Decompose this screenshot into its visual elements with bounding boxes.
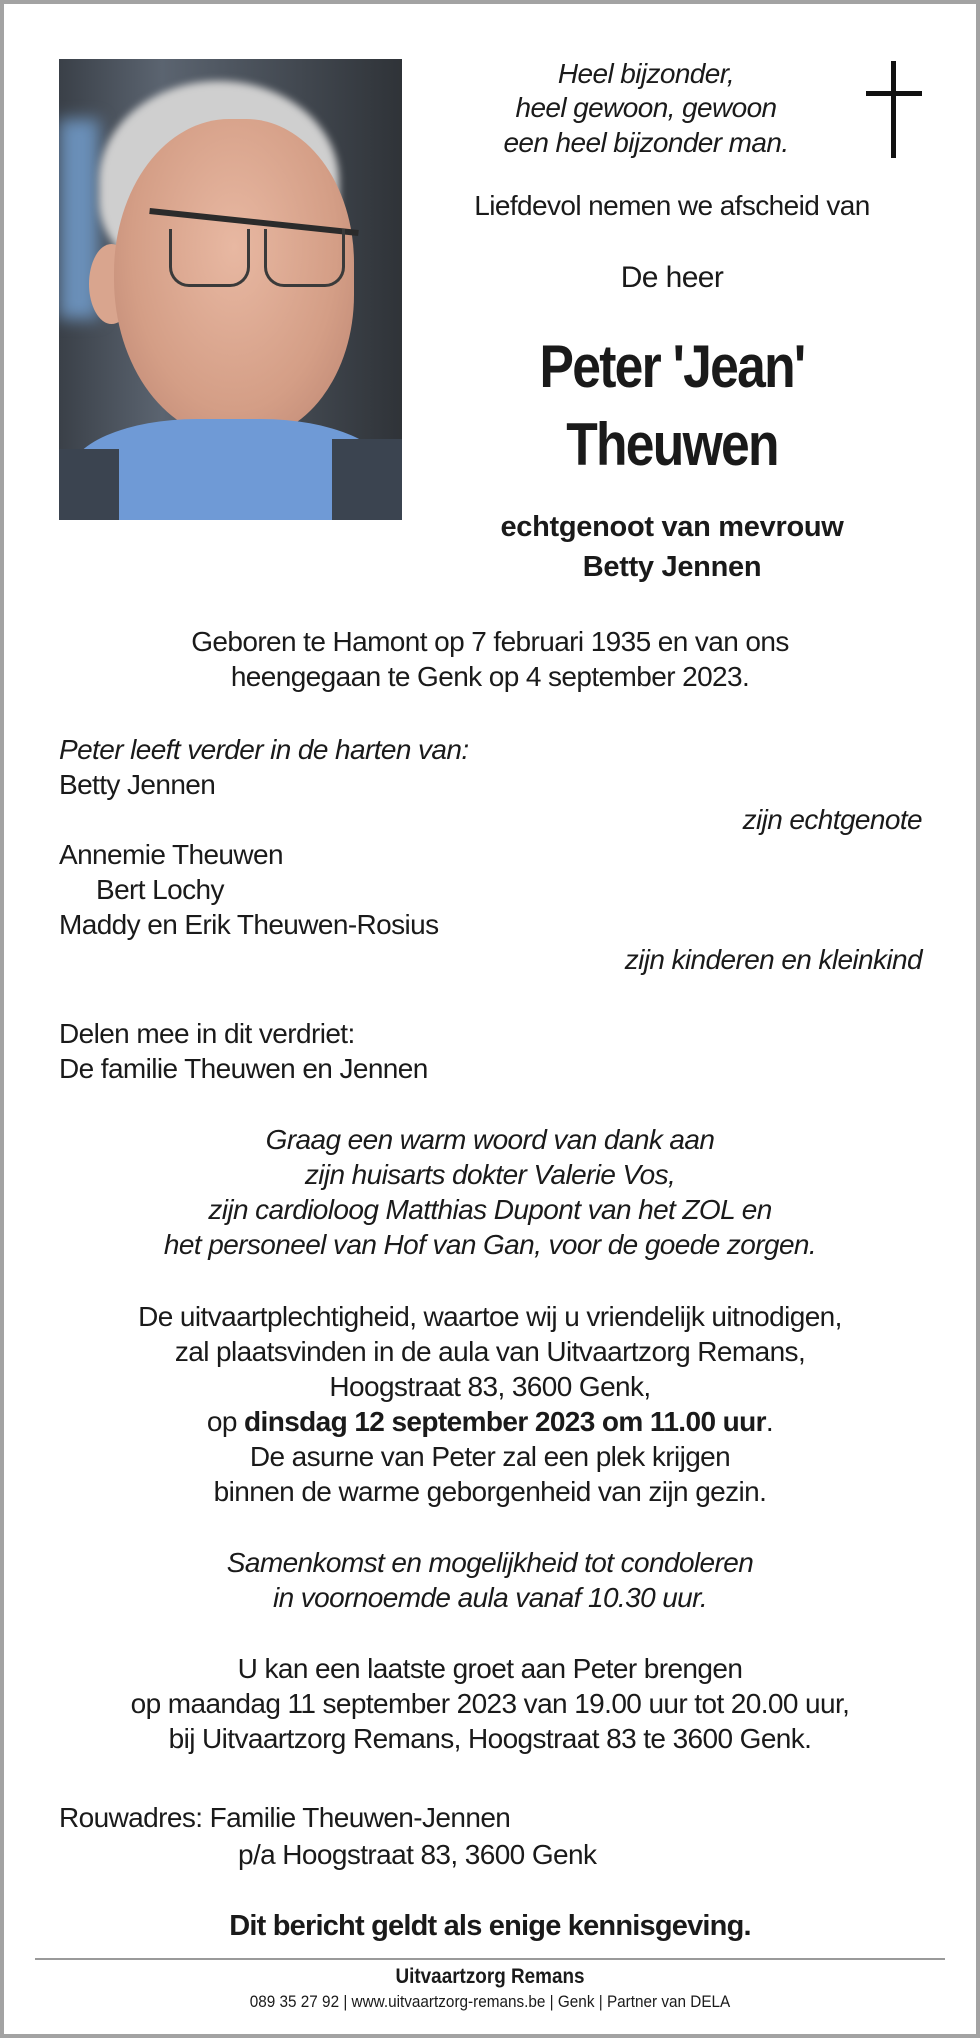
survivor-role: zijn kinderen en kleinkind <box>624 944 922 975</box>
ceremony <box>40 1299 940 1509</box>
thanks <box>40 1122 940 1262</box>
sharing <box>59 1016 922 1086</box>
date-suffix: . <box>765 1406 774 1437</box>
poem-line: heel gewoon, gewoon <box>515 92 777 123</box>
funeral-home-contact: 089 35 27 92 | www.uitvaartzorg-remans.be | Genk | Partner van DELA <box>249 1992 731 2011</box>
birth-line: Geboren te Hamont op 7 februari 1935 en van ons <box>191 626 789 657</box>
survivors <box>59 732 922 977</box>
visitation <box>40 1651 940 1756</box>
death-line: heengegaan te Genk op 4 september 2023. <box>230 661 750 692</box>
visitation-line: U kan een laatste groet aan Peter brengen <box>237 1653 743 1684</box>
address-line: p/a Hoogstraat 83, 3600 Genk <box>238 1839 597 1870</box>
sharing-line: De familie Theuwen en Jennen <box>59 1053 428 1084</box>
ceremony-line: zal plaatsvinden in de aula van Uitvaartzorg Remans, <box>174 1336 806 1367</box>
ceremony-line: binnen de warme geborgenheid van zijn gezin. <box>213 1476 767 1507</box>
ceremony-line: Hoogstraat 83, 3600 Genk, <box>329 1371 651 1402</box>
condolence <box>40 1545 940 1615</box>
deceased-name <box>420 328 924 484</box>
condolence-line: in voornoemde aula vanaf 10.30 uur. <box>272 1582 708 1613</box>
address-line: Rouwadres: Familie Theuwen-Jennen <box>59 1802 511 1833</box>
funeral-home-name: Uitvaartzorg Remans <box>395 1965 585 1988</box>
thanks-line: het personeel van Hof van Gan, voor de goede zorgen. <box>163 1229 817 1260</box>
name-line: Peter 'Jean' <box>539 333 805 400</box>
survivor-name: Bert Lochy <box>96 874 224 905</box>
survivor-name: Annemie Theuwen <box>59 839 283 870</box>
survivors-heading: Peter leeft verder in de harten van: <box>59 734 469 765</box>
thanks-line: zijn huisarts dokter Valerie Vos, <box>304 1159 676 1190</box>
survivor-name: Maddy en Erik Theuwen-Rosius <box>59 909 439 940</box>
mourning-address <box>59 1800 922 1872</box>
poem-line: een heel bijzonder man. <box>503 127 789 158</box>
spouse-label: echtgenoot van mevrouw <box>500 511 844 543</box>
thanks-line: zijn cardioloog Matthias Dupont van het ZOL en <box>208 1194 772 1225</box>
ceremony-line: De uitvaartplechtigheid, waartoe wij u vriendelijk uitnodigen, <box>138 1301 842 1332</box>
visitation-line: op maandag 11 september 2023 van 19.00 uur tot 20.00 uur, <box>130 1688 850 1719</box>
name-line: Theuwen <box>566 411 778 478</box>
honorific: De heer <box>620 261 724 294</box>
visitation-line: bij Uitvaartzorg Remans, Hoogstraat 83 te 3600 Genk. <box>168 1723 812 1754</box>
ceremony-line: De asurne van Peter zal een plek krijgen <box>249 1441 731 1472</box>
footer-divider <box>35 1958 945 1960</box>
survivor-role: zijn echtgenote <box>742 804 922 835</box>
notice: Dit bericht geldt als enige kennisgeving. <box>229 1910 751 1942</box>
ceremony-date <box>40 1404 940 1439</box>
sharing-line: Delen mee in dit verdriet: <box>59 1018 355 1049</box>
portrait-photo <box>59 59 402 520</box>
condolence-line: Samenkomst en mogelijkheid tot condoleren <box>226 1547 754 1578</box>
thanks-line: Graag een warm woord van dank aan <box>265 1124 715 1155</box>
date-bold: dinsdag 12 september 2023 om 11.00 uur <box>244 1406 766 1437</box>
survivor-name: Betty Jennen <box>59 769 216 800</box>
spouse-name: Betty Jennen <box>582 551 762 583</box>
spouse-block <box>420 510 924 585</box>
birth-death <box>40 624 940 694</box>
intro-text: Liefdevol nemen we afscheid van <box>474 190 870 221</box>
poem-line: Heel bijzonder, <box>557 58 735 89</box>
poem <box>450 56 842 160</box>
date-prefix: op <box>206 1406 245 1437</box>
